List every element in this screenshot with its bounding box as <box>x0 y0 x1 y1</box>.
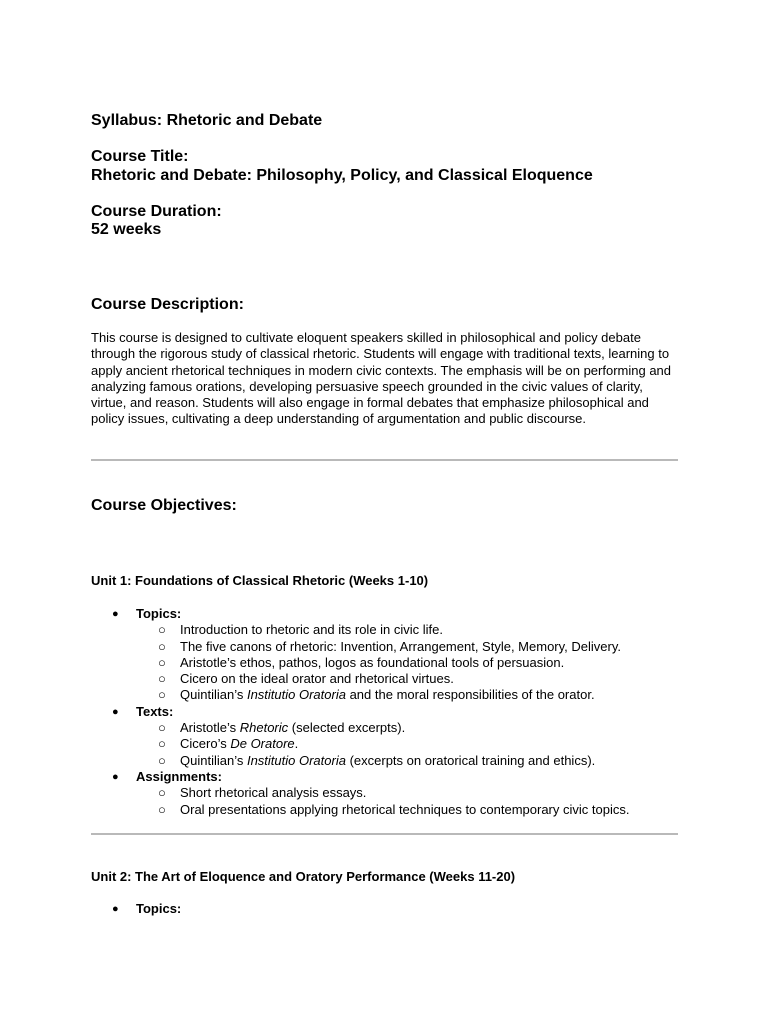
bullet-icon: ● <box>112 705 119 718</box>
topics-label: Topics: <box>136 901 182 916</box>
section-divider <box>91 459 678 461</box>
unit-1-heading: Unit 1: Foundations of Classical Rhetoric (Weeks 1-10) <box>91 573 429 588</box>
unit-1-list <box>91 606 629 818</box>
text-item: Aristotle’s <box>180 720 240 736</box>
course-objectives-heading: Course Objectives: <box>91 497 237 514</box>
bullet-icon: ● <box>112 608 119 620</box>
circle-bullet-icon: ○ <box>158 720 166 736</box>
text-item: (selected excerpts). <box>288 720 406 736</box>
assignment-text: Short rhetorical analysis essays. <box>180 785 367 801</box>
topics-sublist <box>136 622 629 703</box>
course-duration-value: 52 weeks <box>91 221 162 238</box>
circle-bullet-icon: ○ <box>158 801 166 817</box>
topic-text: The five canons of rhetoric: Invention, Arrangement, Style, Memory, Delivery. <box>180 638 621 654</box>
list-item <box>136 753 629 769</box>
list-item <box>136 671 629 687</box>
course-description-heading: Course Description: <box>91 296 244 313</box>
circle-bullet-icon: ○ <box>158 622 166 638</box>
text-item: (excerpts on oratorical training and ethics). <box>345 752 596 768</box>
list-item <box>136 736 629 752</box>
assignments-label: Assignments: <box>136 768 222 784</box>
topic-text: Quintilian’s <box>180 687 247 703</box>
list-item <box>136 785 629 801</box>
course-title-value: Rhetoric and Debate: Philosophy, Policy, and Classical Eloquence <box>91 167 593 184</box>
text-item-italic: Institutio Oratoria <box>246 752 346 768</box>
list-item <box>136 687 629 703</box>
bullet-icon: ● <box>112 903 119 915</box>
list-item <box>91 704 629 769</box>
text-item-italic: Rhetoric <box>239 720 289 736</box>
topic-text: Aristotle’s ethos, pathos, logos as foundational tools of persuasion. <box>180 654 565 670</box>
list-item <box>91 901 181 917</box>
list-item <box>91 769 629 818</box>
unit-2-list <box>91 901 181 917</box>
topics-label: Topics: <box>136 606 182 621</box>
list-item <box>136 655 629 671</box>
list-item <box>136 720 629 736</box>
text-item-italic: De Oratore <box>230 736 295 752</box>
text-item: Cicero’s <box>180 736 231 752</box>
course-duration-label: Course Duration: <box>91 203 222 220</box>
course-description-text: This course is designed to cultivate eloquent speakers skilled in philosophical and policy debate through the rigorous study of classical rhetoric. Students will engage with traditional texts, learning to apply ancient rhetorical techniques in modern civic contexts. The emphasis will be on performing and analyzing famous orations, developing persuasive speech grounded in the civic values of clarity, virtue, and reason. Students will also engage in formal debates that emphasize philosophical and policy issues, cultivating a deep understanding of argumentation and public discourse. <box>91 330 672 427</box>
circle-bullet-icon: ○ <box>158 654 166 670</box>
assignments-sublist <box>136 785 629 818</box>
assignment-text: Oral presentations applying rhetorical techniques to contemporary civic topics. <box>180 801 630 817</box>
texts-label: Texts: <box>136 703 174 719</box>
unit-2-heading: Unit 2: The Art of Eloquence and Oratory Performance (Weeks 11-20) <box>91 869 516 884</box>
syllabus-title: Syllabus: Rhetoric and Debate <box>91 112 323 129</box>
circle-bullet-icon: ○ <box>158 785 166 801</box>
section-divider <box>91 833 678 835</box>
list-item <box>136 622 629 638</box>
circle-bullet-icon: ○ <box>158 671 166 687</box>
topic-text: Introduction to rhetoric and its role in civic life. <box>180 622 444 638</box>
topic-text: Cicero on the ideal orator and rhetorical virtues. <box>180 671 454 687</box>
list-item <box>136 802 629 818</box>
course-title-label: Course Title: <box>91 148 189 165</box>
circle-bullet-icon: ○ <box>158 638 166 654</box>
list-item <box>136 639 629 655</box>
text-item: Quintilian’s <box>180 752 247 768</box>
circle-bullet-icon: ○ <box>158 752 166 768</box>
list-item <box>91 606 629 704</box>
circle-bullet-icon: ○ <box>158 736 166 752</box>
bullet-icon: ● <box>112 770 119 783</box>
texts-sublist <box>136 720 629 769</box>
circle-bullet-icon: ○ <box>158 687 166 703</box>
topic-text-italic: Institutio Oratoria <box>246 687 346 703</box>
topic-text: and the moral responsibilities of the orator. <box>345 687 595 703</box>
text-item: . <box>294 736 299 752</box>
